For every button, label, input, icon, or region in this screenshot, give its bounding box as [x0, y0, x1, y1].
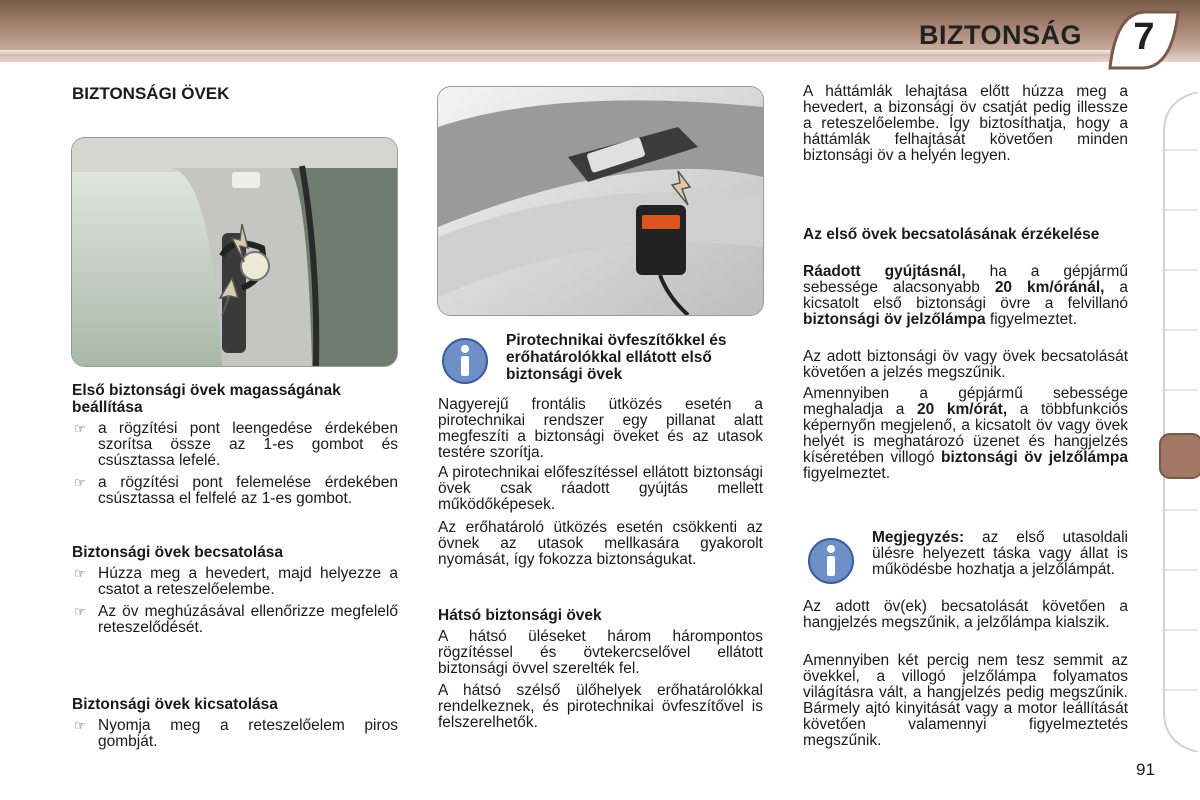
pointing-hand-icon: ☞ [74, 604, 86, 619]
height-adjust-heading: Első biztonsági övek magasságának beállítása [72, 382, 341, 416]
rear-belts-paragraph-1: A hátsó üléseket három hárompontos rögzítéssel és övtekercselővel ellátott biztonsági övvel szerelték fel. [438, 628, 763, 677]
list-item: ☞ a rögzítési pont felemelése érdekében csúsztassa el felfelé az 1-es gombot. [74, 474, 398, 507]
note-paragraph: Megjegyzés: az első utasoldali ülésre helyezett táska vagy állat is működésbe hozhatja a jelzőlámpát. [872, 529, 1128, 578]
info-icon [806, 536, 856, 586]
fasten-list [72, 566, 398, 636]
rear-belts-paragraph-2: A hátsó szélső ülőhelyek erőhatárolókkal rendelkeznek, és pirotechnikai övfeszítővel is felszerelhetők. [438, 682, 763, 731]
page-number: 91 [1136, 760, 1155, 779]
folding-backrest-paragraph: A háttámlák lehajtása előtt húzza meg a hevedert, a bizonsági öv csatját pedig illessze a reteszelőelembe. Így biztosíthatja, hogy a háttámlák felhajtását követően minden biztonsági öv a helyén legyen. [803, 83, 1128, 164]
chapter-tabs[interactable] [1158, 92, 1200, 752]
list-item: ☞ Az öv meghúzásával ellenőrizze megfelelő reteszelődését. [74, 603, 398, 636]
pointing-hand-icon: ☞ [74, 566, 86, 581]
fasten-heading: Biztonsági övek becsatolása [72, 544, 284, 561]
chapter-title: BIZTONSÁG [918, 20, 1082, 50]
seatbelt-height-photo [71, 137, 398, 367]
unfasten-heading: Biztonsági övek kicsatolása [72, 696, 278, 713]
detection-paragraph-4: Az adott öv(ek) becsatolását követően a hangjelzés megszűnik, a jelzőlámpa kialszik. [803, 598, 1128, 631]
height-adjust-list [72, 421, 398, 507]
seatbelt-buckle-photo [437, 86, 764, 316]
detection-paragraph-5: Amennyiben két percig nem tesz semmit az övekkel, a villogó jelzőlámpa folyamatos világításra vált, a hangjelzés pedig megszűnik. Bármely ajtó kinyitását vagy a motor leállítását követően valamennyi figyelmeztetés megszűnik. [803, 652, 1128, 749]
active-chapter-tab [1160, 434, 1200, 478]
list-item: ☞ Húzza meg a hevedert, majd helyezze a csatot a reteszelőelembe. [74, 565, 398, 598]
pretensioner-paragraph-2: A pirotechnikai előfeszítéssel ellátott biztonsági övek csak ráadott gyújtás mellett működőképesek. [438, 464, 763, 513]
detection-paragraph-1: Ráadott gyújtásnál, ha a gépjármű sebessége alacsonyabb 20 km/óránál, a kicsatolt első biztonsági övre a felvillanó biztonsági öv jelzőlámpa figyelmeztet. [803, 263, 1129, 328]
chapter-number: 7 [1133, 16, 1155, 58]
list-item: ☞ Nyomja meg a reteszelőelem piros gombját. [74, 717, 398, 750]
pointing-hand-icon: ☞ [74, 475, 86, 490]
pointing-hand-icon: ☞ [74, 421, 86, 436]
pointing-hand-icon: ☞ [74, 718, 86, 733]
detection-paragraph-2: Az adott biztonsági öv vagy övek becsatolását követően a jelzés megszűnik. [803, 348, 1128, 381]
info-icon [440, 336, 490, 386]
rear-belts-heading: Hátsó biztonsági övek [438, 607, 602, 624]
detection-paragraph-3: Amennyiben a gépjármű sebessége meghaladja a 20 km/órát, a többfunkciós képernyőn megjelenő, a kicsatolt öv vagy övek helyét is meghatározó üzenet és hangjelzés kíséretében villogó biztonsági öv jelzőlámpa figyelmeztet. [803, 385, 1129, 482]
force-limiter-paragraph: Az erőhatároló ütközés esetén csökkenti az övnek az utasok mellkasára gyakorolt nyomását, így fokozza biztonságukat. [438, 519, 763, 568]
section-heading: BIZTONSÁGI ÖVEK [72, 84, 230, 103]
pretensioner-info-title: Pirotechnikai övfeszítőkkel és erőhatárolókkal ellátott első biztonsági övek [506, 332, 727, 383]
detection-heading: Az első övek becsatolásának érzékelése [803, 226, 1100, 243]
list-item: ☞ a rögzítési pont leengedése érdekében szorítsa össze az 1-es gombot és csúsztassa lefelé. [74, 420, 398, 469]
unfasten-list [72, 718, 398, 750]
pretensioner-paragraph-1: Nagyerejű frontális ütközés esetén a pirotechnikai rendszer egy pillanat alatt megfeszíti a biztonsági öveket és az utasok testére szorítja. [438, 396, 763, 461]
